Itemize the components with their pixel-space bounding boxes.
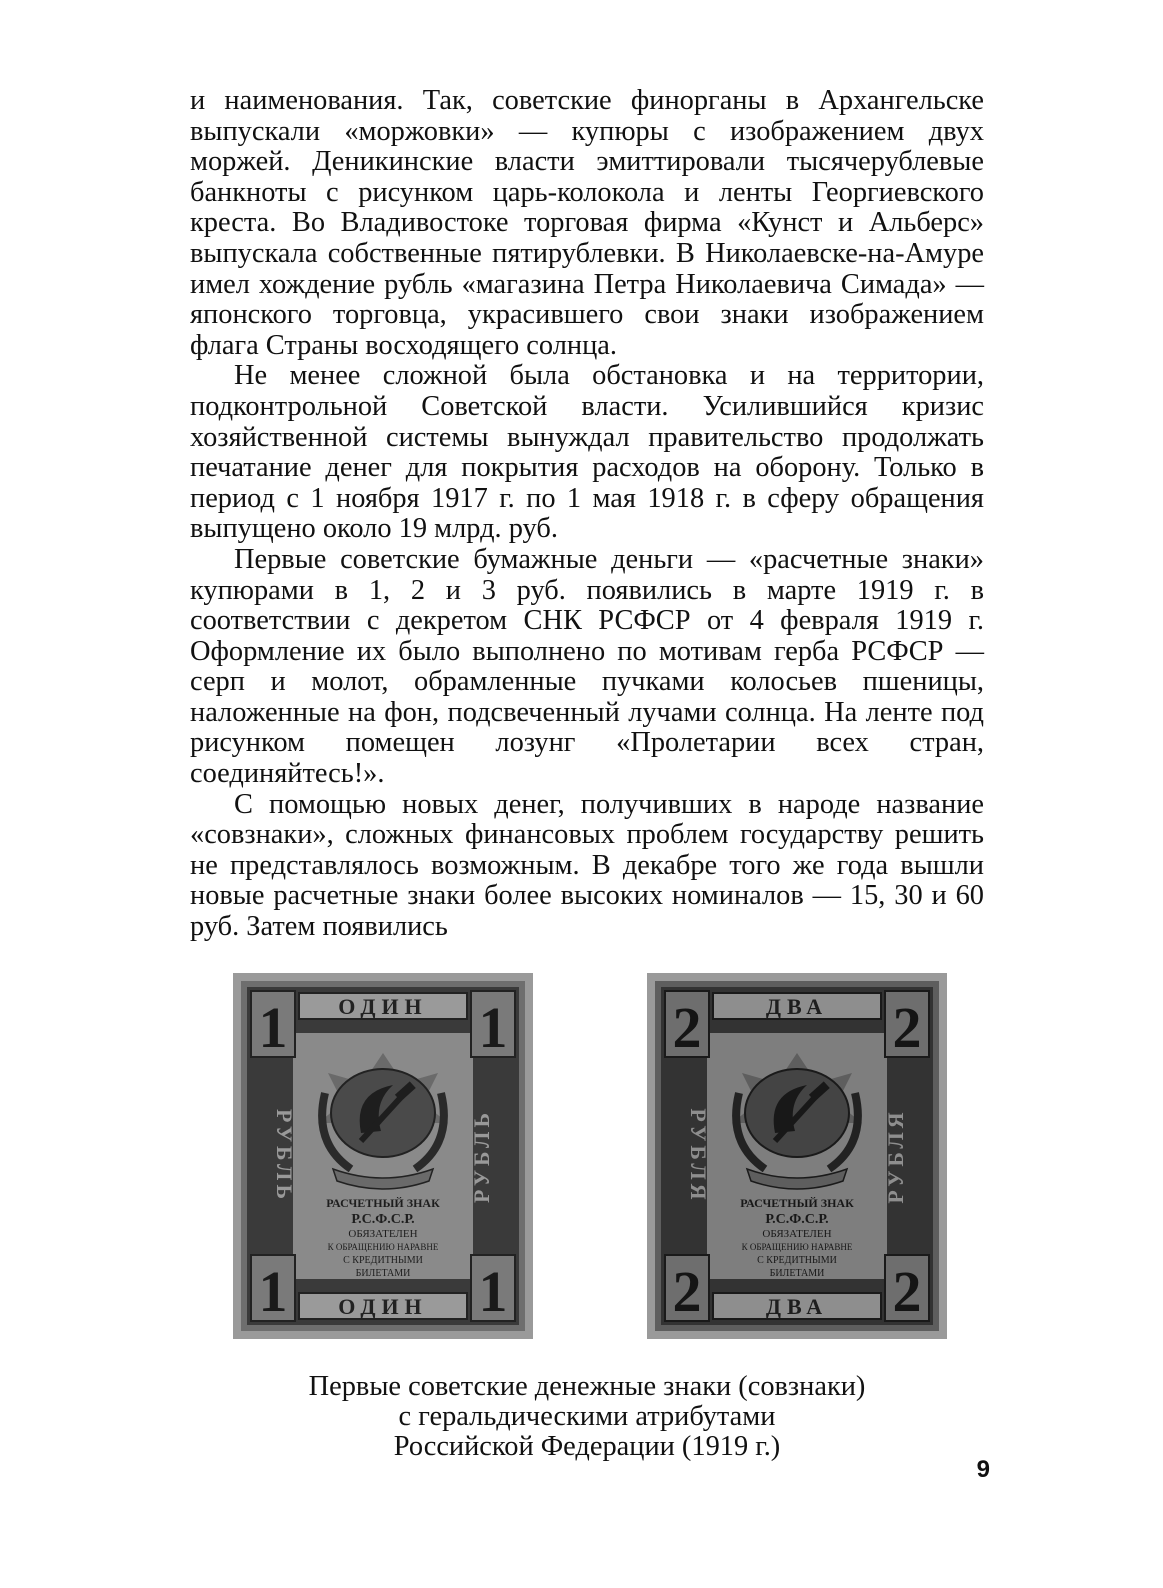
paragraph-2: Не менее сложной была обстановка и на территории, подконтрольной Советской власти. Усилившийся кризис хозяйственной системы вынуждал правительство продолжать печатание денег для покрытия расходов на оборону. Только в период с 1 ноября 1917 г. по 1 мая 1918 г. в сферу обращения выпущено около 19 млрд. руб. [190,360,984,545]
word-bottom: ДВА [765,1294,829,1319]
inscription-line-5: С КРЕДИТНЫМИ [757,1255,837,1266]
paragraph-4: С помощью новых денег, получивших в народе название «совзнаки», сложных финансовых проблем государству решить не представлялось возможным. В декабре того же года вышли новые расчетные знаки более высоких номиналов — 15, 30 и 60 руб. Затем появились [190,788,984,943]
denomination-top-left: 1 [258,995,288,1060]
banknote-2-rubles-image [647,973,947,1339]
paragraph-3: Первые советские бумажные деньги — «расчетные знаки» купюрами в 1, 2 и 3 руб. появились в марте 1919 г. в соответствии с декретом СНК РСФСР от 4 февраля 1919 г. Оформление их было выполнено по мотивам герба РСФСР — серп и молот, обрамленные пучками колосьев пшеницы, наложенные на фон, подсвеченный лучами солнца. На ленте под рисунком помещен лозунг «Пролетарии всех стран, соединяйтесь!». [190,543,984,790]
inscription-line-5: С КРЕДИТНЫМИ [343,1255,423,1266]
body-text [190,86,984,943]
denomination-top-right: 2 [892,995,922,1060]
denomination-bottom-left: 1 [258,1259,288,1324]
caption-line-1: Первые советские денежные знаки (совзнаки) [308,1371,866,1402]
inscription-line-2: Р.С.Ф.С.Р. [351,1212,415,1227]
denomination-bottom-right: 1 [478,1259,508,1324]
paragraph-1: и наименования. Так, советские финорганы в Архангельске выпускали «моржовки» — купюры с изображением двух моржей. Деникинские власти эмиттировали тысячерублевые банкноты с рисунком царь-колокола и ленты Георгиевского креста. Во Владивостоке торговая фирма «Кунст и Альберс» выпускала собственные пятирублевки. В Николаевске-на-Амуре имел хождение рубль «магазина Петра Николаевича Симада» — японского торговца, украсившего свои знаки изображением флага Страны восходящего солнца. [190,85,984,361]
page-number: 9 [976,1456,990,1483]
denomination-top-right: 1 [478,995,508,1060]
figure-caption [180,1372,994,1462]
denomination-bottom-left: 2 [672,1259,702,1324]
caption-line-3: Российской Федерации (1919 г.) [393,1431,781,1462]
inscription-line-6: БИЛЕТАМИ [355,1268,411,1279]
denomination-top-left: 2 [672,995,702,1060]
inscription-line-2: Р.С.Ф.С.Р. [765,1212,829,1227]
side-word-right: РУБЛЯ [883,1108,908,1204]
word-top: ОДИН [338,994,428,1019]
inscription-line-4: К ОБРАЩЕНИЮ НАРАВНЕ [327,1242,439,1252]
inscription-line-4: К ОБРАЩЕНИЮ НАРАВНЕ [741,1242,853,1252]
side-word-right: РУБЛЬ [469,1109,494,1203]
word-top: ДВА [765,994,829,1019]
inscription-line-3: ОБЯЗАТЕЛЕН [348,1228,418,1240]
word-bottom: ОДИН [338,1294,428,1319]
banknote-1-ruble-image [233,973,533,1339]
denomination-bottom-right: 2 [892,1259,922,1324]
inscription-line-1: РАСЧЕТНЫЙ ЗНАК [740,1196,854,1210]
inscription-line-1: РАСЧЕТНЫЙ ЗНАК [326,1196,440,1210]
inscription-line-6: БИЛЕТАМИ [769,1268,825,1279]
side-word-left: РУБЛЯ [686,1108,711,1204]
caption-line-2: с геральдическими атрибутами [398,1401,776,1432]
side-word-left: РУБЛЬ [272,1109,297,1203]
inscription-line-3: ОБЯЗАТЕЛЕН [762,1228,832,1240]
